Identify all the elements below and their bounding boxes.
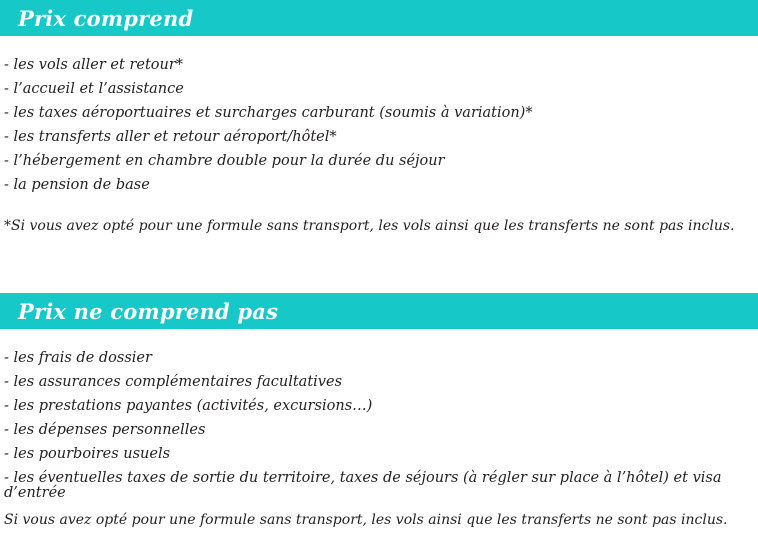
excluded-footnote: Si vous avez opté pour une formule sans transport, les vols ainsi que les transferts ne sont pas inclus.	[4, 512, 728, 528]
section-header-price-included	[0, 0, 758, 36]
list-item: - les prestations payantes (activités, excursions…)	[4, 398, 373, 414]
section-header-price-excluded	[0, 293, 758, 329]
section-title: Prix ne comprend pas	[18, 298, 279, 324]
section-price-included	[0, 0, 758, 234]
excluded-list	[2, 350, 756, 501]
section-title: Prix comprend	[18, 5, 194, 31]
section-body-price-included	[0, 58, 758, 234]
list-item: - les taxes aéroportuaires et surcharges carburant (soumis à variation)*	[4, 105, 533, 121]
list-item: - la pension de base	[4, 177, 150, 193]
list-item: - les pourboires usuels	[4, 446, 171, 462]
list-item: - les assurances complémentaires facultatives	[4, 374, 343, 390]
list-item: - les éventuelles taxes de sortie du territoire, taxes de séjours (à régler sur place à l’hôtel) et visa d’entrée	[4, 470, 722, 501]
list-item: - l’hébergement en chambre double pour la durée du séjour	[4, 153, 445, 169]
included-list	[2, 58, 756, 202]
list-item: - les frais de dossier	[4, 350, 152, 366]
list-item: - l’accueil et l’assistance	[4, 81, 184, 97]
list-item: - les transferts aller et retour aéroport/hôtel*	[4, 129, 337, 145]
list-item: - les dépenses personnelles	[4, 422, 206, 438]
list-item: - les vols aller et retour*	[4, 57, 184, 73]
section-body-price-excluded	[0, 351, 758, 528]
included-footnote: *Si vous avez opté pour une formule sans transport, les vols ainsi que les transferts ne sont pas inclus.	[4, 218, 735, 234]
section-price-excluded	[0, 293, 758, 528]
